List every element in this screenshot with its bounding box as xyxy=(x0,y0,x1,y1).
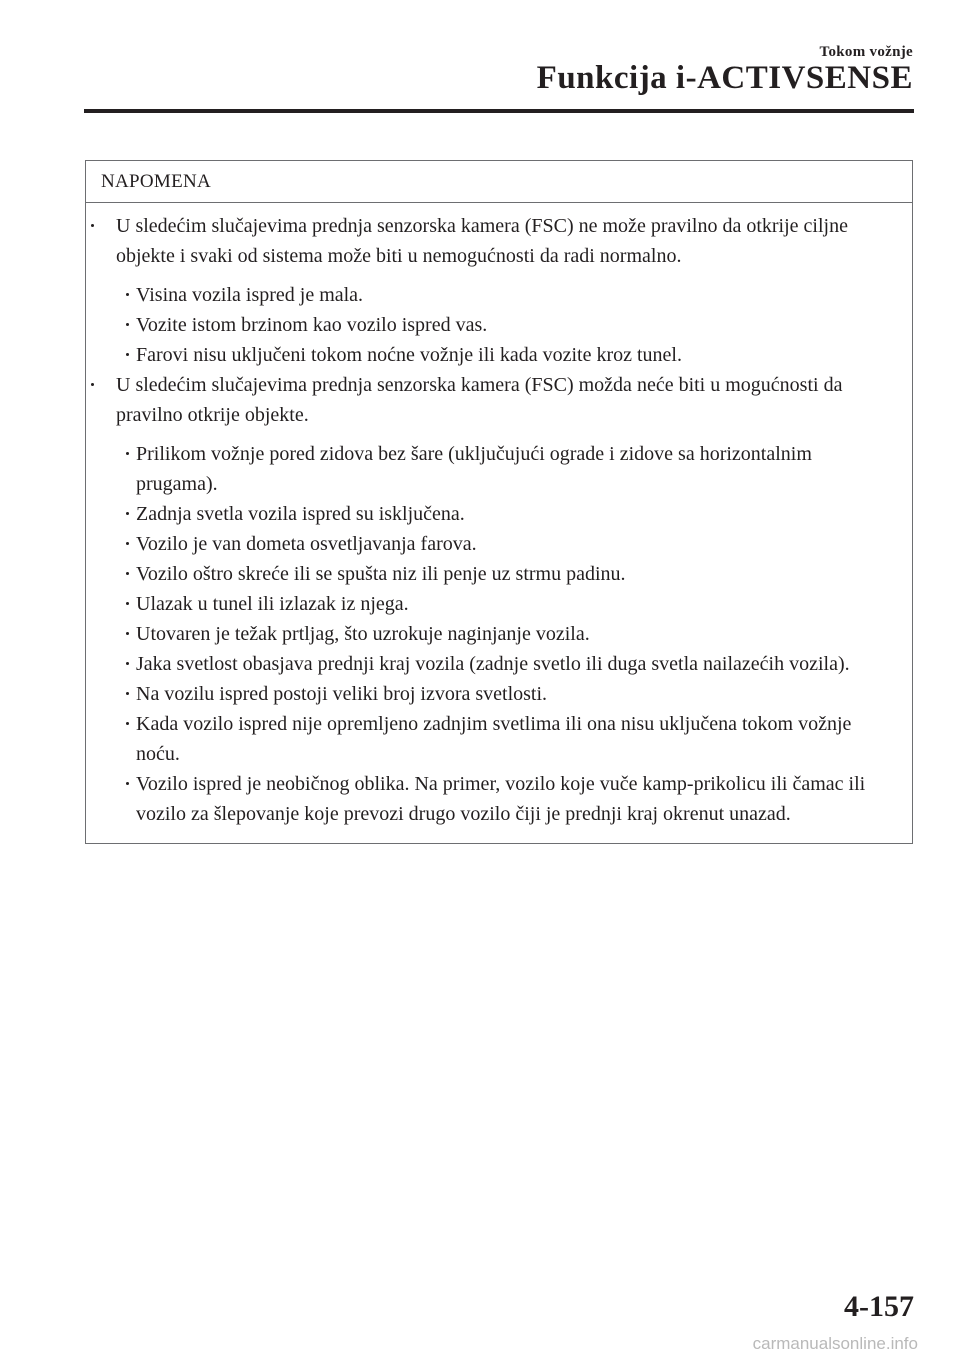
sub-list-item: Na vozilu ispred postoji veliki broj izvora svetlosti. xyxy=(136,679,898,709)
sub-list-item: Prilikom vožnje pored zidova bez šare (uključujući ograde i zidove sa horizontalnim prugama). xyxy=(136,439,898,499)
sub-list-item: Visina vozila ispred je mala. xyxy=(136,280,898,310)
sub-list-item: Ulazak u tunel ili izlazak iz njega. xyxy=(136,589,898,619)
page-title: Funkcija i-ACTIVSENSE xyxy=(536,60,913,96)
note-box xyxy=(85,160,913,844)
bullet-icon xyxy=(126,512,129,515)
sub-list-item: Zadnja svetla vozila ispred su isključena. xyxy=(136,499,898,529)
bullet-icon xyxy=(126,293,129,296)
section-label: Tokom vožnje xyxy=(819,44,913,60)
sub-list-item: Vozite istom brzinom kao vozilo ispred vas. xyxy=(136,310,898,340)
list-item: U sledećim slučajevima prednja senzorska kamera (FSC) ne može pravilno da otkrije ciljne objekte i svaki od sistema može biti u nemogućnosti da radi normalno. xyxy=(86,211,898,271)
sub-list-item: Farovi nisu uključeni tokom noćne vožnje ili kada vozite kroz tunel. xyxy=(136,340,898,370)
bullet-icon xyxy=(126,353,129,356)
list-item: U sledećim slučajevima prednja senzorska kamera (FSC) možda neće biti u mogućnosti da pravilno otkrije objekte. xyxy=(86,370,898,430)
bullet-icon xyxy=(126,542,129,545)
header-divider xyxy=(84,109,914,113)
bullet-icon xyxy=(126,602,129,605)
sub-list-item: Vozilo je van dometa osvetljavanja farova. xyxy=(136,529,898,559)
watermark-text: carmanualsonline.info xyxy=(752,1334,918,1353)
note-heading: NAPOMENA xyxy=(86,161,912,203)
sub-list-item: Vozilo oštro skreće ili se spušta niz ili penje uz strmu padinu. xyxy=(136,559,898,589)
bullet-icon xyxy=(126,722,129,725)
page-number: 4-157 xyxy=(844,1290,914,1323)
bullet-icon xyxy=(126,632,129,635)
bullet-icon xyxy=(126,782,129,785)
note-body xyxy=(86,203,912,843)
sub-list-item: Vozilo ispred je neobičnog oblika. Na primer, vozilo koje vuče kamp-prikolicu ili čamac ili vozilo za šlepovanje koje prevozi drugo vozilo čiji je prednji kraj okrenut unazad. xyxy=(136,769,898,829)
sub-list xyxy=(86,280,898,370)
bullet-icon xyxy=(126,323,129,326)
bullet-icon xyxy=(91,383,94,386)
sub-list-item: Kada vozilo ispred nije opremljeno zadnjim svetlima ili ona nisu uključena tokom vožnje noću. xyxy=(136,709,898,769)
bullet-icon xyxy=(91,224,94,227)
sub-list-item: Utovaren je težak prtljag, što uzrokuje naginjanje vozila. xyxy=(136,619,898,649)
sub-list-item: Jaka svetlost obasjava prednji kraj vozila (zadnje svetlo ili duga svetla nailazećih vozila). xyxy=(136,649,898,679)
bullet-icon xyxy=(126,452,129,455)
bullet-icon xyxy=(126,692,129,695)
bullet-icon xyxy=(126,662,129,665)
bullet-icon xyxy=(126,572,129,575)
sub-list xyxy=(86,439,898,829)
